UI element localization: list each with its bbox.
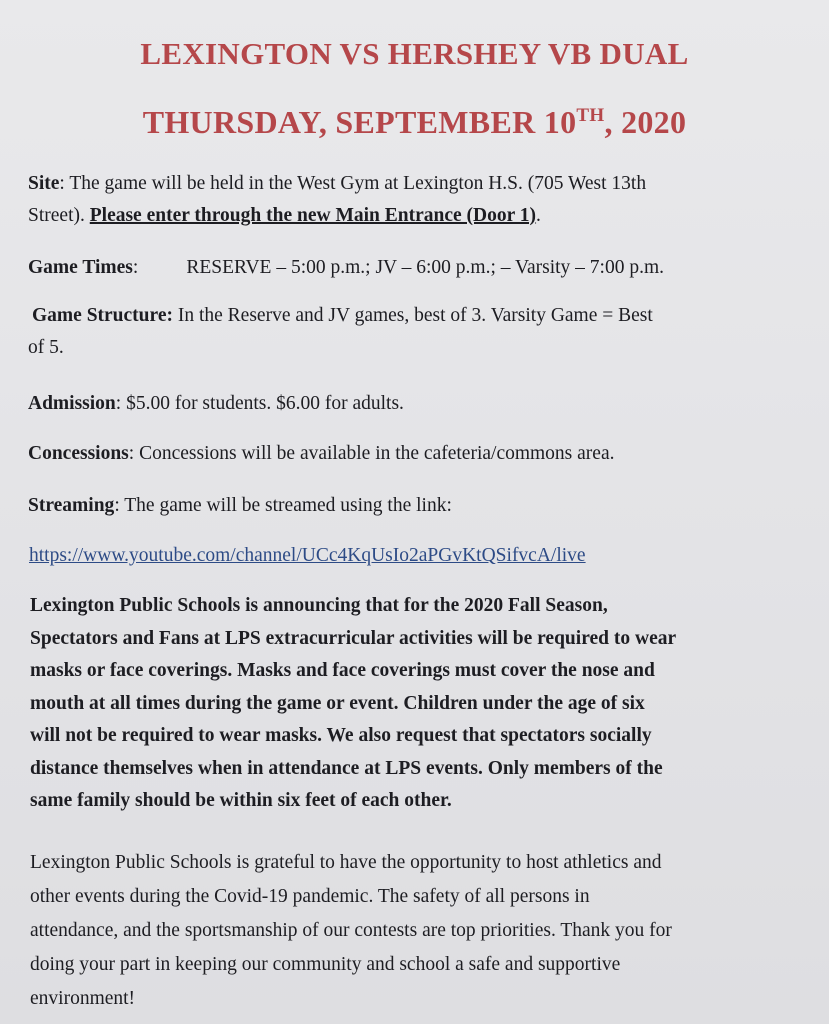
site-text: : The game will be held in the West Gym at Lexington H.S. (705 West 13th (59, 173, 647, 194)
game-times-label: Game Times (28, 257, 133, 278)
event-date (0, 104, 829, 141)
event-date-year: , 2020 (604, 104, 687, 140)
closing-paragraph (30, 846, 672, 1016)
closing-line: Lexington Public Schools is grateful to have the opportunity to host athletics and (30, 852, 662, 873)
closing-line: attendance, and the sportsmanship of our contests are top priorities. Thank you for (30, 920, 672, 941)
event-title: LEXINGTON VS HERSHEY VB DUAL (140, 36, 689, 71)
game-structure-text: In the Reserve and JV games, best of 3. Varsity Game = Best (172, 305, 653, 326)
admission-label: Admission (28, 393, 116, 414)
game-structure-section (28, 300, 653, 364)
closing-line: doing your part in keeping our community and school a safe and supportive (30, 954, 621, 975)
site-end: . (536, 205, 541, 226)
site-line-2 (28, 200, 646, 232)
stream-link-row (29, 540, 586, 572)
game-times-text: RESERVE – 5:00 p.m.; JV – 6:00 p.m.; – Varsity – 7:00 p.m. (186, 257, 664, 278)
streaming-label: Streaming (28, 495, 115, 516)
game-structure-line-2: of 5. (28, 337, 64, 358)
mask-notice (30, 590, 676, 818)
mask-notice-line: distance themselves when in attendance at LPS events. Only members of the (30, 757, 663, 779)
closing-line: environment! (30, 988, 136, 1009)
game-structure-line-1 (32, 300, 653, 332)
mask-notice-line: will not be required to wear masks. We also request that spectators socially (30, 725, 652, 746)
game-structure-label: Game Structure: (32, 305, 173, 326)
admission-section (28, 388, 404, 420)
event-date-main: THURSDAY, SEPTEMBER 10 (142, 104, 577, 140)
concessions-section (28, 438, 614, 470)
mask-notice-line: same family should be within six feet of each other. (30, 790, 452, 811)
game-times-colon: : (132, 257, 139, 278)
site-line-1 (28, 168, 646, 200)
site-text-2: Street). (28, 205, 90, 226)
mask-notice-line: masks or face coverings. Masks and face coverings must cover the nose and (30, 660, 655, 681)
mask-notice-line: Lexington Public Schools is announcing that for the 2020 Fall Season, (30, 595, 608, 616)
entrance-instruction: Please enter through the new Main Entrance (Door 1) (89, 205, 537, 226)
concessions-label: Concessions (28, 443, 129, 464)
site-label: Site (28, 173, 60, 194)
streaming-section (28, 490, 452, 522)
game-times-section (28, 252, 664, 284)
closing-line: other events during the Covid-19 pandemic. The safety of all persons in (30, 886, 590, 907)
site-section (28, 168, 646, 232)
mask-notice-line: Spectators and Fans at LPS extracurricular activities will be required to wear (30, 627, 677, 649)
stream-link[interactable]: https://www.youtube.com/channel/UCc4KqUsIo2aPGvKtQSifvcA/live (29, 545, 586, 566)
event-date-ordinal: TH (576, 105, 605, 126)
admission-text: : $5.00 for students. $6.00 for adults. (115, 393, 404, 414)
streaming-text: : The game will be streamed using the link: (114, 495, 452, 516)
concessions-text: : Concessions will be available in the cafeteria/commons area. (128, 443, 615, 464)
mask-notice-line: mouth at all times during the game or event. Children under the age of six (30, 692, 645, 714)
